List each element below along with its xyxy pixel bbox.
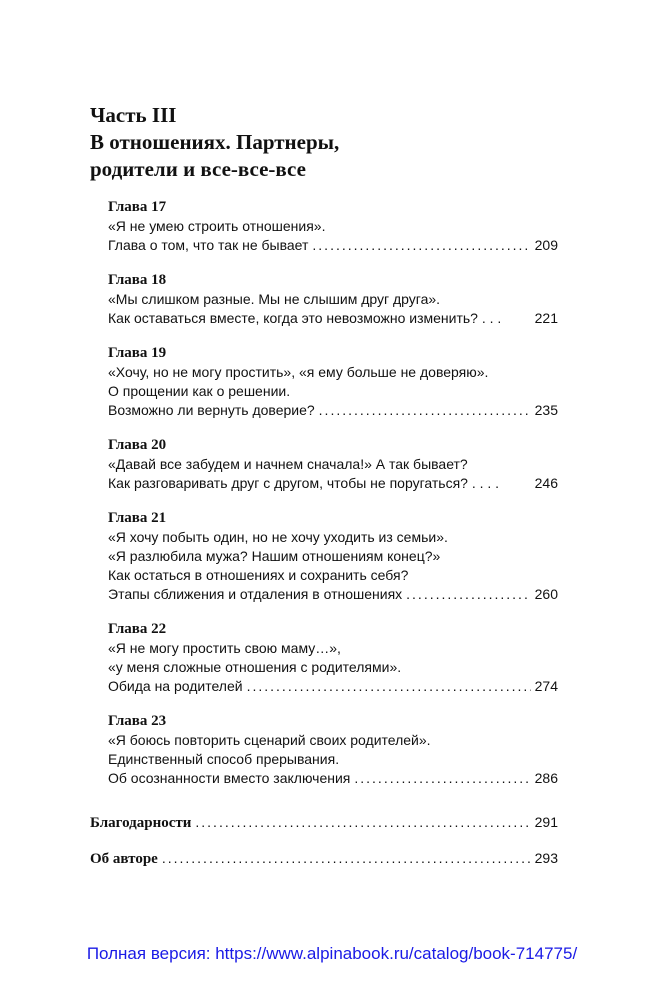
- chapter-last-line: [108, 474, 558, 493]
- chapter-title: Глава 22: [108, 621, 167, 637]
- dot-leader: [406, 585, 530, 604]
- page-number: 235: [534, 402, 558, 418]
- chapter-line: Как разговаривать друг с другом, чтобы не поругаться? . . . .: [108, 475, 500, 491]
- chapter-line: «Я не могу простить свою маму…»,: [108, 640, 341, 656]
- dot-leader: [319, 401, 531, 420]
- dot-leader: [312, 236, 530, 255]
- page-number: 260: [534, 586, 558, 602]
- chapter-title: Глава 18: [108, 272, 167, 288]
- chapter-line: «у меня сложные отношения с родителями».: [108, 659, 402, 675]
- chapter-title: Глава 21: [108, 510, 167, 526]
- page-number: 291: [534, 814, 558, 830]
- chapter-line: «Мы слишком разные. Мы не слышим друг друга».: [108, 291, 441, 307]
- page-number: 209: [534, 237, 558, 253]
- page-number: 293: [534, 850, 558, 866]
- chapter-last-line: [108, 677, 558, 696]
- chapter-title: Глава 17: [108, 199, 167, 215]
- chapter-21[interactable]: [108, 508, 558, 604]
- page-number: 286: [534, 770, 558, 786]
- chapter-line: «Хочу, но не могу простить», «я ему больше не доверяю».: [108, 364, 489, 380]
- chapter-line: Об осознанности вместо заключения: [108, 770, 351, 786]
- chapter-line: Единственный способ прерывания.: [108, 751, 340, 767]
- chapter-23[interactable]: [108, 711, 558, 788]
- back-matter-title: Благодарности: [90, 815, 192, 831]
- chapter-title: Глава 19: [108, 345, 167, 361]
- chapter-line: Глава о том, что так не бывает: [108, 237, 309, 253]
- chapter-17[interactable]: [108, 197, 558, 255]
- back-matter-acknowledgements[interactable]: [90, 812, 558, 833]
- back-matter-about-author[interactable]: [90, 848, 558, 869]
- chapter-19[interactable]: [108, 343, 558, 420]
- full-version-link[interactable]: Полная версия: https://www.alpinabook.ru/catalog/book-714775/: [86, 944, 578, 963]
- chapter-line: «Давай все забудем и начнем сначала!» А так бывает?: [108, 456, 468, 472]
- chapter-last-line: [108, 236, 558, 255]
- chapter-line: «Я разлюбила мужа? Нашим отношениям конец?»: [108, 548, 441, 564]
- chapter-line: «Я не умею строить отношения».: [108, 218, 326, 234]
- back-matter: [90, 812, 558, 869]
- chapter-line: О прощении как о решении.: [108, 383, 291, 399]
- chapter-line: Этапы сближения и отдаления в отношениях: [108, 586, 403, 602]
- chapter-last-line: [108, 585, 558, 604]
- back-matter-title: Об авторе: [90, 851, 158, 867]
- chapter-line: Как оставаться вместе, когда это невозможно изменить? . . .: [108, 310, 502, 326]
- chapter-line: Как остаться в отношениях и сохранить себя?: [108, 567, 409, 583]
- chapter-line: «Я боюсь повторить сценарий своих родителей».: [108, 732, 431, 748]
- chapter-last-line: [108, 309, 558, 328]
- chapter-20[interactable]: [108, 435, 558, 493]
- page-number: 221: [534, 310, 558, 326]
- chapter-line: Возможно ли вернуть доверие?: [108, 402, 315, 418]
- chapter-list: [108, 197, 558, 788]
- page-number: 274: [534, 678, 558, 694]
- chapter-title: Глава 23: [108, 713, 167, 729]
- chapter-line: «Я хочу побыть один, но не хочу уходить из семьи».: [108, 529, 448, 545]
- dot-leader: [247, 677, 531, 696]
- chapter-last-line: [108, 401, 558, 420]
- dot-leader: [195, 812, 530, 832]
- dot-leader: [354, 769, 530, 788]
- part-title-line-2: родители и все-все-все: [90, 157, 306, 181]
- page-number: 246: [534, 475, 558, 491]
- part-label: Часть III: [90, 103, 177, 127]
- dot-leader: [162, 848, 531, 868]
- part-title-line-1: В отношениях. Партнеры,: [90, 130, 340, 154]
- chapter-18[interactable]: [108, 270, 558, 328]
- chapter-title: Глава 20: [108, 437, 167, 453]
- part-heading: [90, 102, 558, 183]
- chapter-22[interactable]: [108, 619, 558, 696]
- table-of-contents: [90, 102, 558, 884]
- chapter-last-line: [108, 769, 558, 788]
- chapter-line: Обида на родителей: [108, 678, 243, 694]
